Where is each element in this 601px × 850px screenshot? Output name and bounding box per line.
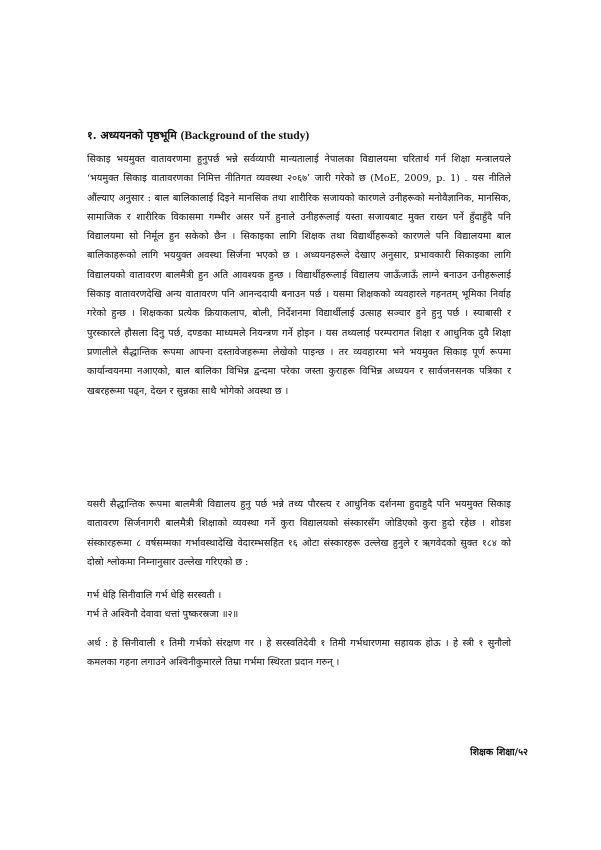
verse-line-1: गर्भ धेहि सिनीवालि गर्भ धेहि सरस्वती । xyxy=(87,590,222,601)
body-paragraph-1: सिकाइ भयमुक्त वातावरणमा हुनुपर्छ भन्ने सर्वव्यापी मान्यतालाई नेपालका विद्यालयमा चरितार्थ गर्न शिक्षा मन्त्रालयले ‘भयमुक्त सिकाइ वातावरणका निमित्त नीतिगत व्यवस्था २०६७’ जारी गरेको छ (MoE, 2009, p. 1) . यस नीतिले औंल्याए अनुसार : बाल बालिकालाई दिइने मानसिक तथा शारीरिक सजायको कारणले उनीहरूको मनोवैज्ञानिक, मानसिक, सामाजिक र शारीरिक विकासमा गम्भीर असर पर्ने हुनाले उनीहरूलाई यस्ता सजायबाट मुक्त राख्न पर्ने हुँदाहुँदै पनि विद्यालयमा सो निर्मूल हुन सकेको छैन । सिकाइका लागि शिक्षक तथा विद्यार्थीहरूको कारणले पनि विद्यालयमा बाल बालिकाहरूको लागि भययुक्त अवस्था सिर्जना भएको छ । अध्ययनहरूले देखाए अनुसार, प्रभावकारी सिकाइका लागि विद्यालयको वातावरण बालमैत्री हुन अति आवश्यक हुन्छ । विद्यार्थीहरूलाई विद्यालय जाऊँजाऊँ लाग्ने बनाउन उनीहरूलाई सिकाइ वातावरणदेखि अन्य वातावरण पनि आनन्ददायी बनाउन पर्छ । यसमा शिक्षकको व्यवहारले गहनतम् भूमिका निर्वाह गरेको हुन्छ । शिक्षकका प्रत्येक क्रियाकलाप, बोली, निर्देशनमा विद्यार्थीलाई उत्साह सञ्चार हुने हुनु पर्छ । स्याबासी र पुरस्कारले हौसला दिनु पर्छ, दण्डका माध्यमले नियन्त्रण गर्ने होइन । यस तथ्यलाई परम्परागत शिक्षा र आधुनिक दुवै शिक्षा प्रणालीले सैद्धान्तिक रूपमा आफ्ना दस्तावेजहरूमा लेखेको पाइन्छ । तर व्यवहारमा भने भयमुक्त सिकाइ पूर्ण रूपमा कार्यान्वयनमा नआएको, बाल बालिका विभिन्न द्वन्दमा परेका जस्ता कुराहरू विभिन्न अध्ययन र सार्वजनसनक पत्रिका र खबरहरूमा पढ्न, देख्न र सुन्नका साथै भोगेको अवस्था छ । xyxy=(87,154,511,397)
page-footer: शिक्षक शिक्षा/५२ xyxy=(470,747,528,758)
heading-english: (Background of the study) xyxy=(180,130,310,142)
heading-nepali: १. अध्ययनको पृष्ठभूमि xyxy=(87,129,177,142)
verse-line-2: गर्भ ते अश्विनौ देवावा धत्तां पुष्करस्रजा ॥२॥ xyxy=(87,609,239,620)
section-heading xyxy=(87,129,527,143)
verse-meaning-paragraph: अर्थ : हे सिनीवाली १ तिमी गर्भको संरक्षण गर । हे सरस्वतिदेवी १ तिमी गर्भधारणमा सहायक होऊ । हे स्त्री १ सुनौलो कमलका गहना लगाउने अश्विनीकुमारले तिम्रा गर्भमा स्थिरता प्रदान गरुन् । xyxy=(87,638,511,669)
body-paragraph-2: यसरी सैद्धान्तिक रूपमा बालमैत्री विद्यालय हुनु पर्छ भन्ने तथ्य पौरस्त्य र आधुनिक दर्शनमा हुदाहुदै पनि भयमुक्त सिकाइ वातावरण सिर्जनागरी बालमैत्री शिक्षाको व्यवस्था गर्ने कुरा विद्यालयको संस्कारसँग जोडिएको कुरा हुदो रहेछ । शोडश संस्कारहरूमा ८ वर्षसम्मका गर्भावस्थादेखि वेदारम्भसहित १६ ओटा संस्कारहरू उल्लेख हुनुले र ऋगवेदको सुक्त १८४ को दोस्रो श्लोकमा निम्नानुसार उल्लेख गरिएको छ : xyxy=(87,499,511,568)
